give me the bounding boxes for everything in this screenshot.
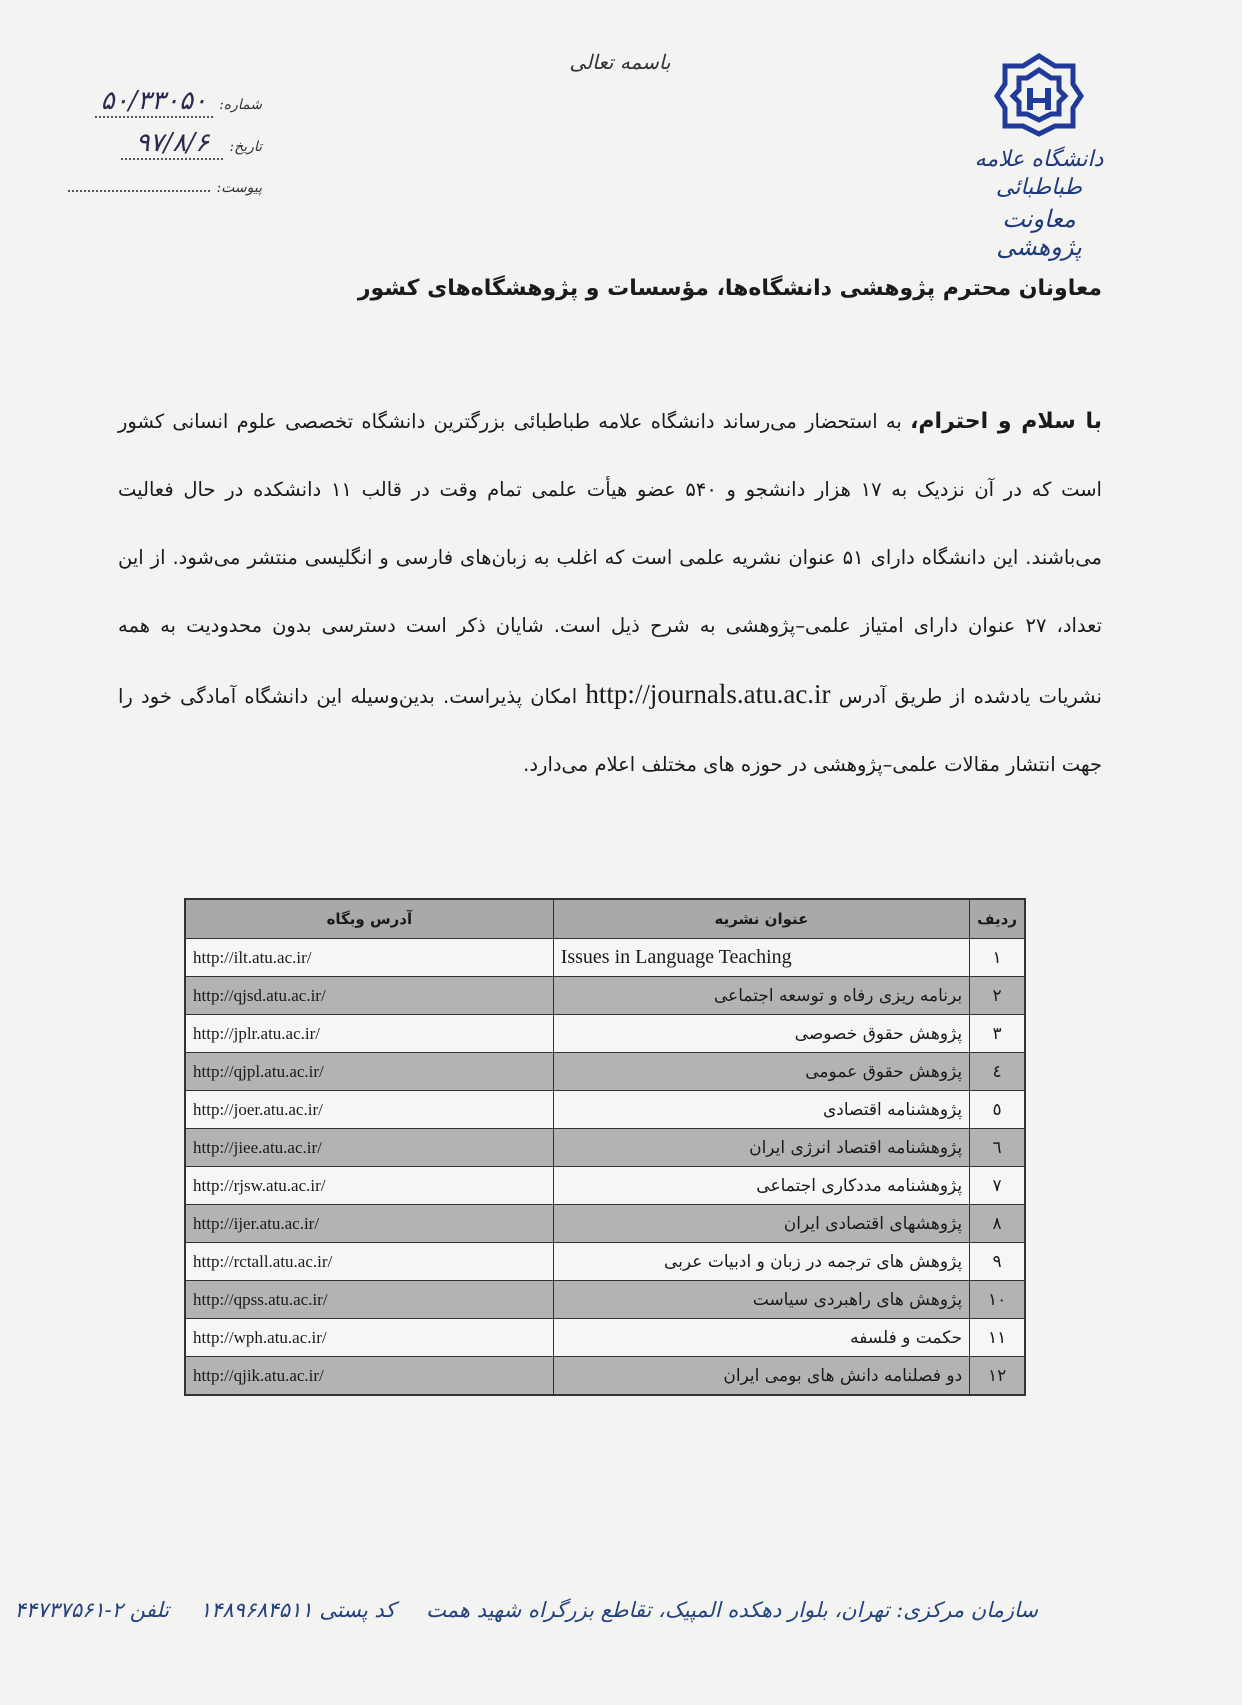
journal-url: http://rctall.atu.ac.ir/ [185,1243,553,1281]
journal-url: http://qjsd.atu.ac.ir/ [185,977,553,1015]
university-name: دانشگاه علامه طباطبائی [974,147,1104,200]
row-number: ۱ [970,939,1025,977]
journal-url: http://qjik.atu.ac.ir/ [185,1357,553,1396]
letter-attachment-row [82,170,262,212]
row-number: ۲ [970,977,1025,1015]
table-row [185,1319,1025,1357]
header-url: آدرس وبگاه [185,899,553,939]
row-number: ٥ [970,1091,1025,1129]
addressee-heading: معاونان محترم پژوهشی دانشگاه‌ها، مؤسسات و پژوهشگاه‌های کشور [357,276,1102,301]
journal-title: حکمت و فلسفه [553,1319,969,1357]
journal-url: http://joer.atu.ac.ir/ [185,1091,553,1129]
journal-title: پژوهش حقوق خصوصی [553,1015,969,1053]
row-number: ٤ [970,1053,1025,1091]
table-row [185,1015,1025,1053]
journal-title: پژوهش های ترجمه در زبان و ادبیات عربی [553,1243,969,1281]
journals-table [184,898,1026,1396]
journal-url: http://ilt.atu.ac.ir/ [185,939,553,977]
table-row [185,977,1025,1015]
row-number: ۹ [970,1243,1025,1281]
journal-title: پژوهشنامه مددکاری اجتماعی [553,1167,969,1205]
journal-title: پژوهش های راهبردی سیاست [553,1281,969,1319]
journal-title: پژوهشنامه اقتصادی [553,1091,969,1129]
letter-attachment-label: پیوست: [216,180,262,196]
journal-url: http://jiee.atu.ac.ir/ [185,1129,553,1167]
footer-phone: تلفن ۲-۴۴۷۳۷۵۶۱ [14,1598,170,1622]
table-row [185,1281,1025,1319]
body-paragraph-part1: به استحضار می‌رساند دانشگاه علامه طباطبائی بزرگترین دانشگاه تخصصی علوم انسانی کشور است که در آن نزدیک به ۱۷ هزار دانشجو و ۵۴۰ عضو هیأت علمی تمام وقت در قالب ۱۱ دانشکده در حال فعالیت می‌باشند. این دانشگاه دارای ۵۱ عنوان نشریه علمی است که اغلب به زبان‌های فارسی و انگلیسی منتشر می‌شود. از این تعداد، ۲۷ عنوان دارای امتیاز علمی–پژوهشی به شرح ذیل است. شایان ذکر است دسترسی بدون محدودیت به همه نشریات یادشده از طریق آدرس [118,410,1102,708]
table-row [185,1357,1025,1396]
invocation-text: باسمه تعالی [569,50,671,74]
row-number: ٦ [970,1129,1025,1167]
row-number: ۸ [970,1205,1025,1243]
journal-url: http://jplr.atu.ac.ir/ [185,1015,553,1053]
table-row [185,1205,1025,1243]
footer-address: سازمان مرکزی: تهران، بلوار دهکده المپیک، تقاطع بزرگراه شهید همت [426,1598,1038,1622]
letter-meta [82,86,262,212]
row-number: ۱۱ [970,1319,1025,1357]
table-header-row [185,899,1025,939]
header-num: ردیف [970,899,1025,939]
letter-date-label: تاریخ: [229,139,262,155]
table-row [185,1129,1025,1167]
row-number: ۱۰ [970,1281,1025,1319]
letter-number-label: شماره: [219,97,262,113]
journal-url: http://qpss.atu.ac.ir/ [185,1281,553,1319]
journal-title: پژوهشنامه اقتصاد انرژی ایران [553,1129,969,1167]
journal-url: http://rjsw.atu.ac.ir/ [185,1167,553,1205]
department-name: معاونت پژوهشی [996,205,1082,261]
journal-title: Issues in Language Teaching [553,939,969,977]
table-row [185,1167,1025,1205]
university-logo-icon [993,52,1085,138]
journal-title: پژوهش حقوق عمومی [553,1053,969,1091]
journal-title: دو فصلنامه دانش های بومی ایران [553,1357,969,1396]
letterhead-footer [14,1598,1050,1622]
table-row [185,939,1025,977]
greeting-text: با سلام و احترام، [910,409,1102,434]
row-number: ۳ [970,1015,1025,1053]
header-title: عنوان نشریه [553,899,969,939]
journal-url: http://ijer.atu.ac.ir/ [185,1205,553,1243]
letter-number-row [82,86,262,128]
letter-date-row [82,128,262,170]
table-row [185,1053,1025,1091]
letter-body [118,388,1102,799]
table-row [185,1091,1025,1129]
journals-portal-url: http://journals.atu.ac.ir [585,679,831,709]
journal-url: http://qjpl.atu.ac.ir/ [185,1053,553,1091]
journal-url: http://wph.atu.ac.ir/ [185,1319,553,1357]
journal-title: برنامه ریزی رفاه و توسعه اجتماعی [553,977,969,1015]
letter-attachment-value [68,170,210,192]
row-number: ۱۲ [970,1357,1025,1396]
university-logo-block [964,52,1114,261]
footer-postal-code: کد پستی ۱۴۸۹۶۸۴۵۱۱ [199,1598,396,1622]
letter-date-value: ۹۷/۸/۶ [121,128,223,160]
letter-number-value: ۵۰/۳۳۰۵۰ [95,86,214,118]
body-paragraph-part2: امکان پذیراست. بدین‌وسیله این دانشگاه آمادگی خود را جهت انتشار مقالات علمی–پژوهشی در حوزه های مختلف اعلام می‌دارد. [118,685,1102,776]
table-row [185,1243,1025,1281]
row-number: ۷ [970,1167,1025,1205]
journal-title: پژوهشهای اقتصادی ایران [553,1205,969,1243]
